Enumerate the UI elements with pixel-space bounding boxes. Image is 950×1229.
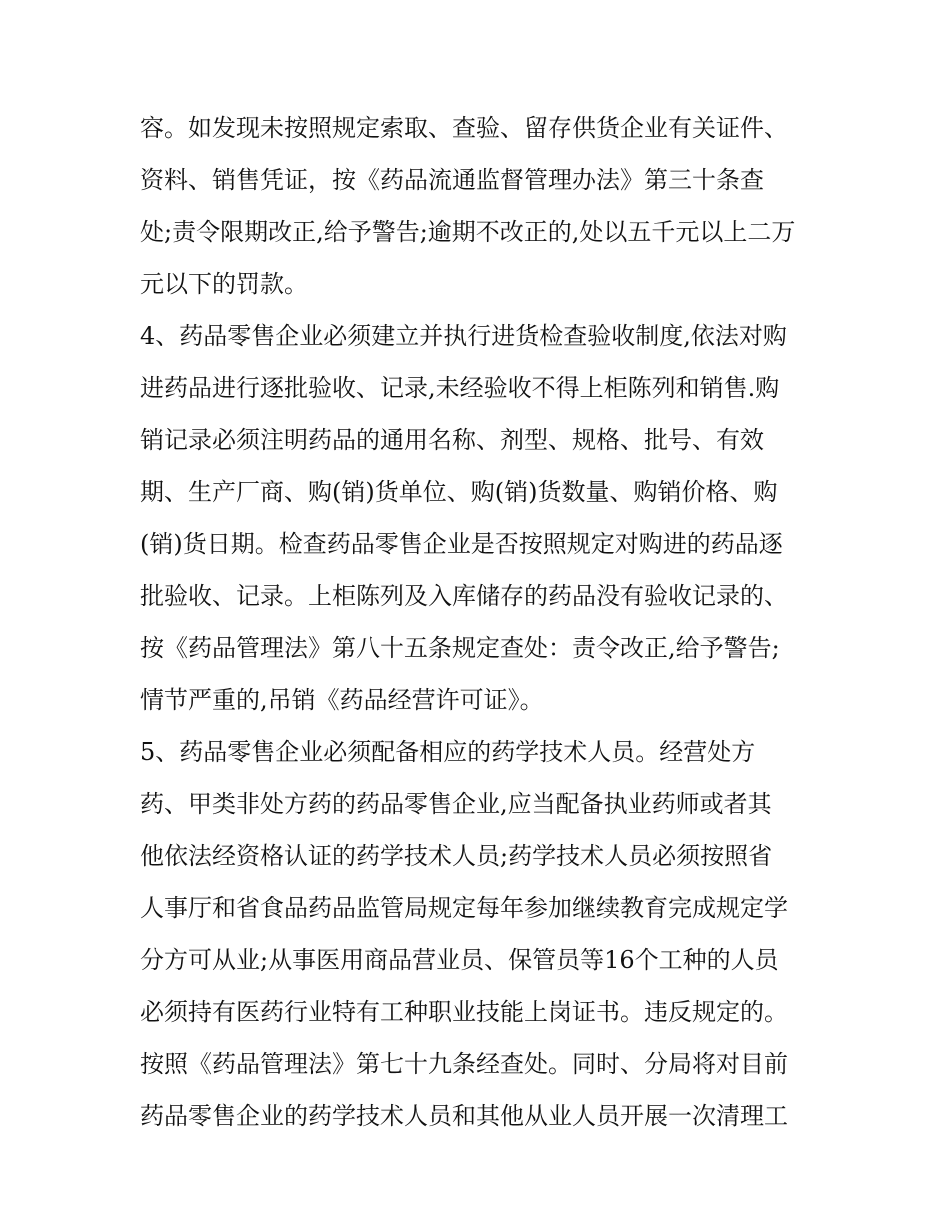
text-line: 销记录必须注明药品的通用名称、剂型、规格、批号、有效	[140, 426, 764, 454]
text-line: 元以下的罚款。	[140, 270, 308, 298]
text-line: 药品零售企业的药学技术人员和其他从业人员开展一次清理工	[140, 1102, 788, 1130]
text-line: 按《药品管理法》第八十五条规定查处：责令改正,给予警告;	[140, 634, 780, 662]
text-line: 处;责令限期改正,给予警告;逾期不改正的,处以五千元以上二万	[140, 218, 796, 246]
text-line: 分方可从业;从事医用商品营业员、保管员等16个工种的人员	[140, 946, 779, 974]
text-line: 必须持有医药行业特有工种职业技能上岗证书。违反规定的。	[140, 998, 788, 1026]
text-line: 期、生产厂商、购(销)货单位、购(销)货数量、购销价格、购	[140, 478, 778, 506]
text-line: 5、药品零售企业必须配备相应的药学技术人员。经营处方	[140, 738, 756, 766]
text-line: 按照《药品管理法》第七十九条经查处。同时、分局将对目前	[140, 1050, 788, 1078]
text-line: 人事厅和省食品药品监管局规定每年参加继续教育完成规定学	[140, 894, 788, 922]
text-line: 情节严重的,吊销《药品经营许可证》。	[140, 686, 544, 714]
text-line: 药、甲类非处方药的药品零售企业,应当配备执业药师或者其	[140, 790, 772, 818]
text-line: 他依法经资格认证的药学技术人员;药学技术人员必须按照省	[140, 842, 773, 870]
text-line: (销)货日期。检查药品零售企业是否按照规定对购进的药品逐	[140, 530, 783, 558]
text-line: 进药品进行逐批验收、记录,未经验收不得上柜陈列和销售.购	[140, 374, 780, 402]
text-line: 容。如发现未按照规定索取、查验、留存供货企业有关证件、	[140, 114, 788, 142]
document-body	[140, 102, 820, 1142]
text-line: 资料、销售凭证，按《药品流通监督管理办法》第三十条查	[140, 166, 764, 194]
text-line: 批验收、记录。上柜陈列及入库储存的药品没有验收记录的、	[140, 582, 788, 610]
text-line: 4、药品零售企业必须建立并执行进货检查验收制度,依法对购	[140, 322, 787, 350]
